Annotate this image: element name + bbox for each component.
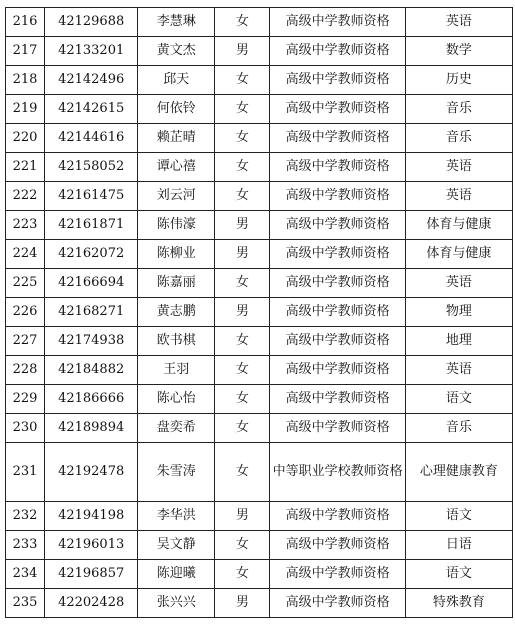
table-row <box>6 37 513 66</box>
row-number-cell: 228 <box>6 356 45 385</box>
row-number-cell: 219 <box>6 95 45 124</box>
row-number-cell: 234 <box>6 560 45 589</box>
table-row <box>6 240 513 269</box>
name-cell: 朱雪涛 <box>138 443 215 502</box>
name-cell: 陈伟濠 <box>138 211 215 240</box>
row-number-cell: 231 <box>6 443 45 502</box>
name-cell: 黄志鹏 <box>138 298 215 327</box>
row-number-cell: 232 <box>6 502 45 531</box>
candidate-id-cell: 42194198 <box>45 502 138 531</box>
subject-cell: 英语 <box>405 269 512 298</box>
qualification-cell: 高级中学教师资格 <box>270 8 405 37</box>
table-row <box>6 182 513 211</box>
qualification-cell: 高级中学教师资格 <box>270 211 405 240</box>
candidate-id-cell: 42144616 <box>45 124 138 153</box>
name-cell: 李慧琳 <box>138 8 215 37</box>
name-cell: 盘奕希 <box>138 414 215 443</box>
row-number-cell: 223 <box>6 211 45 240</box>
table-row <box>6 211 513 240</box>
table-row <box>6 298 513 327</box>
row-number-cell: 216 <box>6 8 45 37</box>
subject-cell: 音乐 <box>405 95 512 124</box>
table-row <box>6 502 513 531</box>
qualification-cell: 高级中学教师资格 <box>270 240 405 269</box>
qualification-cell: 高级中学教师资格 <box>270 269 405 298</box>
gender-cell: 女 <box>215 153 270 182</box>
candidate-id-cell: 42158052 <box>45 153 138 182</box>
candidate-id-cell: 42202428 <box>45 589 138 618</box>
name-cell: 陈迎曦 <box>138 560 215 589</box>
subject-cell: 语文 <box>405 502 512 531</box>
subject-cell: 日语 <box>405 531 512 560</box>
gender-cell: 女 <box>215 124 270 153</box>
row-number-cell: 227 <box>6 327 45 356</box>
name-cell: 李华洪 <box>138 502 215 531</box>
gender-cell: 女 <box>215 8 270 37</box>
qualification-cell: 高级中学教师资格 <box>270 560 405 589</box>
row-number-cell: 225 <box>6 269 45 298</box>
qualification-cell: 高级中学教师资格 <box>270 37 405 66</box>
candidate-id-cell: 42196013 <box>45 531 138 560</box>
table-row <box>6 385 513 414</box>
table-row <box>6 560 513 589</box>
subject-cell: 体育与健康 <box>405 211 512 240</box>
candidate-id-cell: 42174938 <box>45 327 138 356</box>
subject-cell: 英语 <box>405 182 512 211</box>
subject-cell: 历史 <box>405 66 512 95</box>
subject-cell: 语文 <box>405 560 512 589</box>
qualification-cell: 高级中学教师资格 <box>270 327 405 356</box>
subject-cell: 体育与健康 <box>405 240 512 269</box>
subject-cell: 音乐 <box>405 124 512 153</box>
subject-cell: 地理 <box>405 327 512 356</box>
qualification-cell: 高级中学教师资格 <box>270 356 405 385</box>
name-cell: 陈心怡 <box>138 385 215 414</box>
table-row <box>6 124 513 153</box>
candidate-id-cell: 42196857 <box>45 560 138 589</box>
row-number-cell: 222 <box>6 182 45 211</box>
candidate-id-cell: 42166694 <box>45 269 138 298</box>
table-row <box>6 66 513 95</box>
candidate-id-cell: 42133201 <box>45 37 138 66</box>
gender-cell: 女 <box>215 356 270 385</box>
qualification-cell: 高级中学教师资格 <box>270 385 405 414</box>
candidate-id-cell: 42184882 <box>45 356 138 385</box>
qualification-cell: 高级中学教师资格 <box>270 124 405 153</box>
gender-cell: 女 <box>215 414 270 443</box>
qualification-cell: 高级中学教师资格 <box>270 414 405 443</box>
gender-cell: 男 <box>215 37 270 66</box>
gender-cell: 男 <box>215 589 270 618</box>
subject-cell: 语文 <box>405 385 512 414</box>
gender-cell: 女 <box>215 182 270 211</box>
table-row <box>6 269 513 298</box>
roster-table-body <box>6 8 513 618</box>
candidate-id-cell: 42189894 <box>45 414 138 443</box>
table-row <box>6 443 513 502</box>
qualification-cell: 高级中学教师资格 <box>270 589 405 618</box>
row-number-cell: 220 <box>6 124 45 153</box>
candidate-id-cell: 42161871 <box>45 211 138 240</box>
subject-cell: 物理 <box>405 298 512 327</box>
table-row <box>6 589 513 618</box>
row-number-cell: 235 <box>6 589 45 618</box>
candidate-id-cell: 42129688 <box>45 8 138 37</box>
table-row <box>6 153 513 182</box>
candidate-id-cell: 42192478 <box>45 443 138 502</box>
row-number-cell: 221 <box>6 153 45 182</box>
row-number-cell: 233 <box>6 531 45 560</box>
row-number-cell: 218 <box>6 66 45 95</box>
subject-cell: 特殊教育 <box>405 589 512 618</box>
table-row <box>6 356 513 385</box>
name-cell: 谭心禧 <box>138 153 215 182</box>
name-cell: 刘云河 <box>138 182 215 211</box>
gender-cell: 男 <box>215 240 270 269</box>
name-cell: 张兴兴 <box>138 589 215 618</box>
gender-cell: 女 <box>215 560 270 589</box>
name-cell: 王羽 <box>138 356 215 385</box>
row-number-cell: 226 <box>6 298 45 327</box>
gender-cell: 女 <box>215 443 270 502</box>
name-cell: 黄文杰 <box>138 37 215 66</box>
row-number-cell: 217 <box>6 37 45 66</box>
qualification-cell: 中等职业学校教师资格 <box>270 443 405 502</box>
name-cell: 吴文静 <box>138 531 215 560</box>
gender-cell: 男 <box>215 211 270 240</box>
qualification-cell: 高级中学教师资格 <box>270 95 405 124</box>
gender-cell: 女 <box>215 327 270 356</box>
table-row <box>6 8 513 37</box>
name-cell: 欧书棋 <box>138 327 215 356</box>
candidate-id-cell: 42162072 <box>45 240 138 269</box>
qualification-cell: 高级中学教师资格 <box>270 298 405 327</box>
gender-cell: 男 <box>215 502 270 531</box>
gender-cell: 女 <box>215 531 270 560</box>
gender-cell: 女 <box>215 269 270 298</box>
name-cell: 何依铃 <box>138 95 215 124</box>
gender-cell: 男 <box>215 298 270 327</box>
row-number-cell: 229 <box>6 385 45 414</box>
gender-cell: 女 <box>215 95 270 124</box>
candidate-id-cell: 42161475 <box>45 182 138 211</box>
gender-cell: 女 <box>215 66 270 95</box>
subject-cell: 数学 <box>405 37 512 66</box>
subject-cell: 心理健康教育 <box>405 443 512 502</box>
candidate-id-cell: 42186666 <box>45 385 138 414</box>
qualification-cell: 高级中学教师资格 <box>270 182 405 211</box>
qualification-cell: 高级中学教师资格 <box>270 531 405 560</box>
subject-cell: 英语 <box>405 8 512 37</box>
subject-cell: 英语 <box>405 356 512 385</box>
candidate-id-cell: 42142615 <box>45 95 138 124</box>
name-cell: 陈嘉丽 <box>138 269 215 298</box>
row-number-cell: 224 <box>6 240 45 269</box>
subject-cell: 英语 <box>405 153 512 182</box>
name-cell: 邱天 <box>138 66 215 95</box>
qualification-cell: 高级中学教师资格 <box>270 502 405 531</box>
table-row <box>6 327 513 356</box>
row-number-cell: 230 <box>6 414 45 443</box>
qualification-cell: 高级中学教师资格 <box>270 66 405 95</box>
candidate-id-cell: 42142496 <box>45 66 138 95</box>
qualification-cell: 高级中学教师资格 <box>270 153 405 182</box>
table-row <box>6 531 513 560</box>
subject-cell: 音乐 <box>405 414 512 443</box>
roster-table <box>5 7 513 618</box>
table-row <box>6 95 513 124</box>
candidate-id-cell: 42168271 <box>45 298 138 327</box>
name-cell: 赖芷晴 <box>138 124 215 153</box>
name-cell: 陈柳业 <box>138 240 215 269</box>
gender-cell: 女 <box>215 385 270 414</box>
table-row <box>6 414 513 443</box>
